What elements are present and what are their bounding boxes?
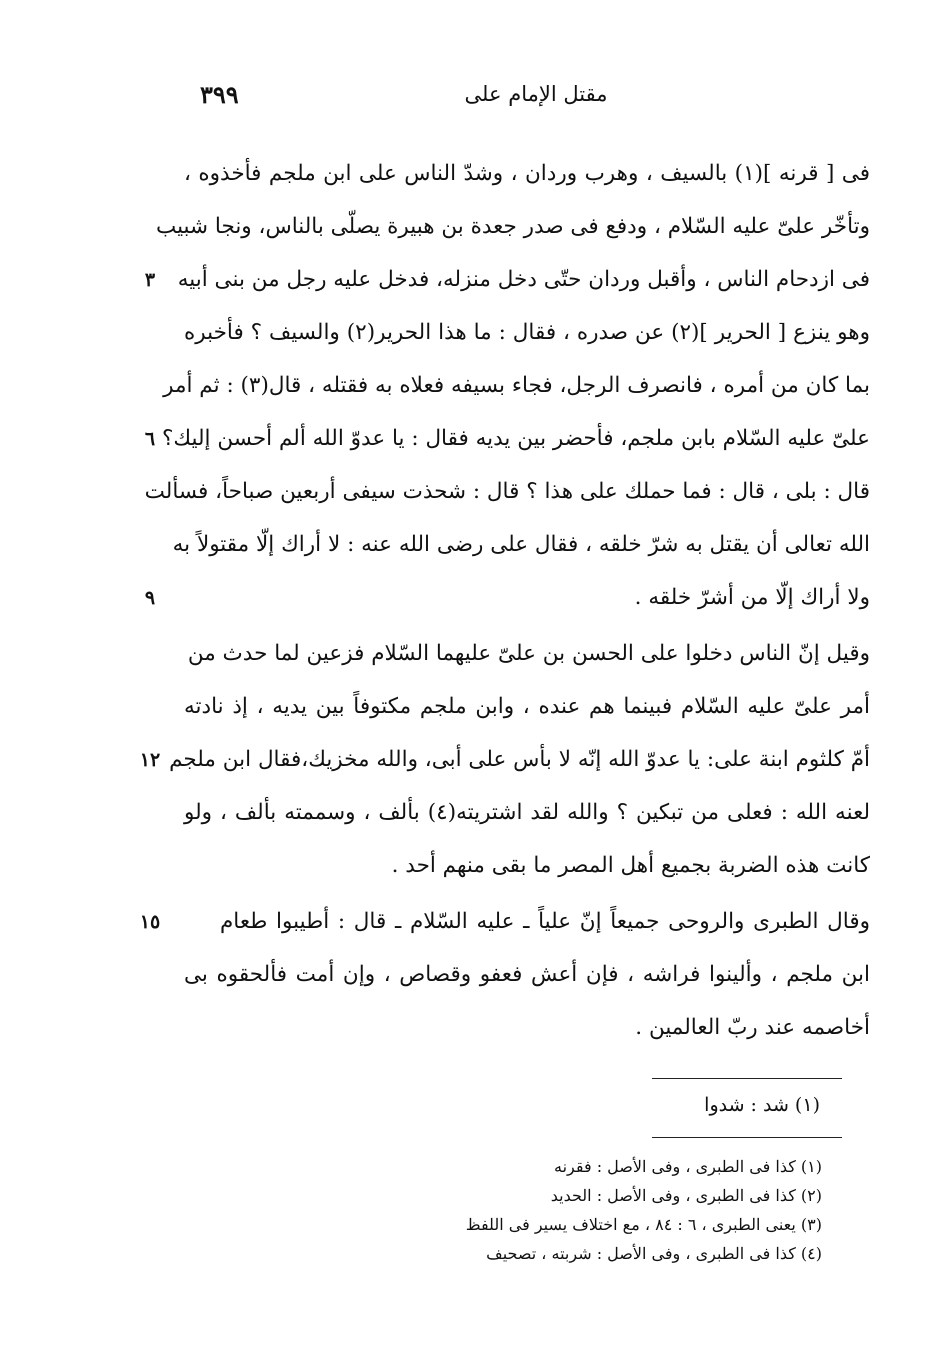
running-title: مقتل الإمام على [464,82,608,106]
line-number: ٣ [144,269,156,291]
text-line [150,632,870,676]
footnote: (٢) كذا فى الطبرى ، وفى الأصل : الحديد [550,1186,822,1205]
footnotes [390,1152,822,1268]
text-line [144,258,870,302]
text-line [150,844,870,888]
text-line [150,364,870,408]
line-text: وقال الطبرى والروحى جميعاً إنّ علياً ـ عليه السّلام ـ قال : أطيبوا طعام [220,909,870,934]
text-line [139,900,870,944]
text-line [150,311,870,355]
text-line [150,791,870,835]
text-line [150,685,870,729]
variant-note: (١) شد : شدوا [704,1094,820,1116]
footnote: (١) كذا فى الطبرى ، وفى الأصل : فقرنه [554,1157,822,1176]
text-line [139,738,870,782]
line-text: كانت هذه الضربة بجميع أهل المصر ما بقى منهم أحد . [391,853,870,878]
footnote: (٤) كذا فى الطبرى ، وفى الأصل : شربته ، تصحيف [486,1244,822,1263]
line-text: وتأخّر علىّ عليه السّلام ، ودفع فى صدر جعدة بن هبيرة يصلّى بالناس، ونجا شبيب [155,214,870,239]
text-line [150,523,870,567]
text-line [150,1006,870,1050]
line-number: ٦ [144,428,156,450]
divider-rule [652,1137,842,1138]
line-text: فى [ قرنه ](١) بالسيف ، وهرب وردان ، وشدّ الناس على ابن ملجم فأخذوه ، [184,161,870,186]
text-line [144,417,870,461]
line-text: بما كان من أمره ، فانصرف الرجل، فجاء بسيفه فعلاه به فقتله ، قال(٣) : ثم أمر [163,373,870,398]
line-number: ٩ [144,587,156,609]
text-line [150,152,870,196]
line-text: وقيل إنّ الناس دخلوا على الحسن بن علىّ عليهما السّلام فزعين لما حدث من [187,641,870,666]
line-text: الله تعالى أن يقتل به شرّ خلقه ، فقال على رضى الله عنه : لا أراك إلّا مقتولاً به [172,532,870,557]
text-line [144,470,870,514]
text-line [150,205,870,249]
footnote: (٣) يعنى الطبرى ، ٦ : ٨٤ ، مع اختلاف يسير فى اللفظ [465,1215,822,1234]
line-text: علىّ عليه السّلام بابن ملجم، فأحضر بين يديه فقال : يا عدوّ الله ألم أحسن إليك؟ [161,426,870,451]
page-number: ٣٩٩ [200,80,239,109]
line-text: ولا أراك إلّا من أشرّ خلقه . [634,585,870,610]
line-text: ابن ملجم ، وألينوا فراشه ، فإن أعش فعفو وقصاص ، وإن أمت فألحقوه بى [184,962,870,987]
line-number: ١٥ [139,911,161,933]
line-text: أمّ كلثوم ابنة على: يا عدوّ الله إنّه لا بأس على أبى، والله مخزيك،فقال ابن ملجم [169,747,870,772]
line-text: فى ازدحام الناس ، وأقبل وردان حتّى دخل منزله، فدخل عليه رجل من بنى أبيه [177,267,870,292]
text-line [144,576,870,620]
line-text: أمر علىّ عليه السّلام فبينما هم عنده ، وابن ملجم مكتوفاً بين يديه ، إذ نادته [184,694,870,719]
divider-rule [652,1078,842,1079]
line-number: ١٢ [139,749,161,771]
line-text: وهو ينزع [ الحرير ](٢) عن صدره ، فقال : ما هذا الحرير(٢) والسيف ؟ فأخبره [184,320,870,345]
line-text: لعنه الله : فعلى من تبكين ؟ والله لقد اشتريته(٤) بألف ، وسممته بألف ، ولو [184,800,870,825]
line-text: أخاصمه عند ربّ العالمين . [635,1015,870,1040]
text-line [150,953,870,997]
line-text: قال : بلى ، قال : فما حملك على هذا ؟ قال : شحذت سيفى أربعين صباحاً، فسألت [144,479,870,504]
